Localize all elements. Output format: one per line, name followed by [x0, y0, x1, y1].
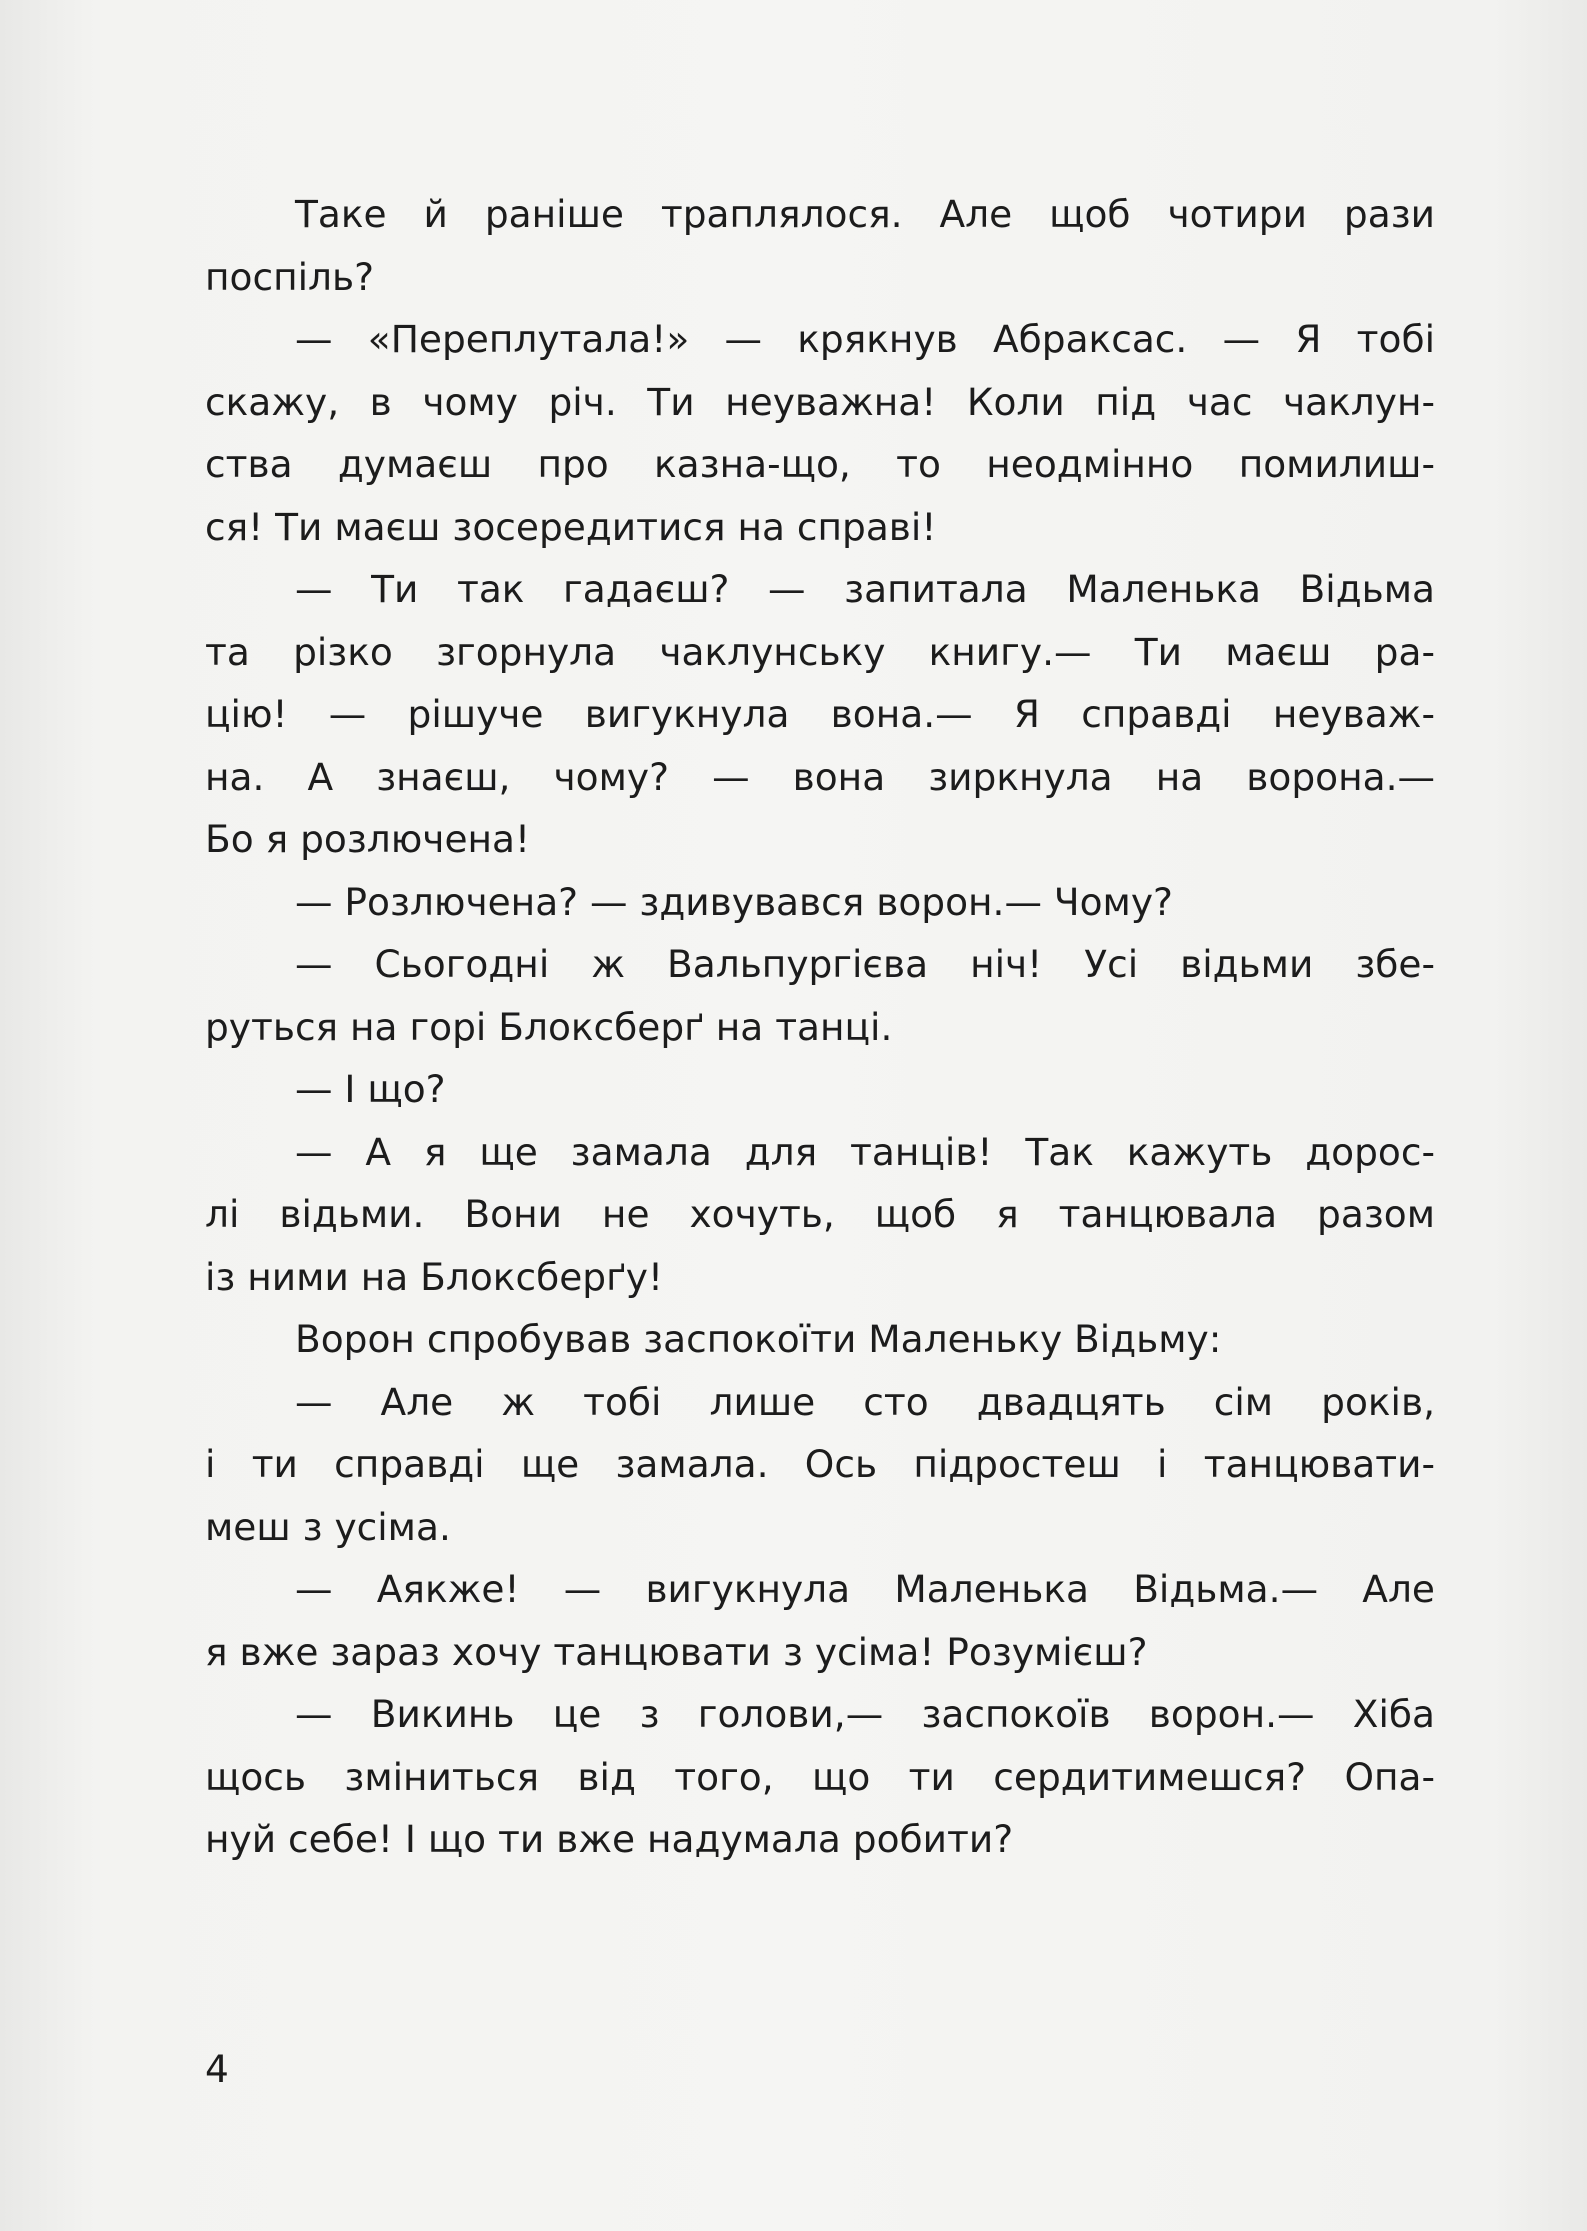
text-line: Таке й раніше траплялося. Але щоб чотири рази — [295, 192, 1435, 236]
text-line: я вже зараз хочу танцювати з усіма! Розумієш? — [205, 1629, 1148, 1674]
text-line: скажу, в чому річ. Ти неуважна! Коли під час чаклун- — [205, 379, 1435, 424]
text-line: — Аякже! — вигукнула Маленька Відьма.— Але — [295, 1567, 1435, 1611]
page-number: 4 — [205, 2047, 229, 2091]
text-line: на. А знаєш, чому? — вона зиркнула на ворона.— — [205, 754, 1435, 799]
text-line: із ними на Блоксберґу! — [205, 1254, 664, 1299]
text-line: цію! — рішуче вигукнула вона.— Я справді неуваж- — [205, 692, 1435, 736]
text-line: руться на горі Блоксберґ на танці. — [205, 1004, 893, 1049]
text-line: — І що? — [295, 1067, 446, 1111]
text-line: — А я ще замала для танців! Так кажуть дорос- — [295, 1129, 1435, 1174]
text-line: поспіль? — [205, 254, 374, 299]
text-line: — Ти так гадаєш? — запитала Маленька Відьма — [295, 567, 1435, 611]
text-line: щось зміниться від того, що ти сердитимешся? Опа- — [205, 1754, 1435, 1799]
text-line: — Розлючена? — здивувався ворон.— Чому? — [295, 879, 1173, 924]
text-line: лі відьми. Вони не хочуть, щоб я танцювала разом — [205, 1192, 1435, 1236]
text-line: та різко згорнула чаклунську книгу.— Ти маєш ра- — [205, 629, 1435, 674]
text-line: — Викинь це з голови,— заспокоїв ворон.— Хіба — [295, 1692, 1435, 1736]
text-line: — Але ж тобі лише сто двадцять сім років, — [295, 1379, 1435, 1424]
text-line: — «Переплутала!» — крякнув Абраксас. — Я тобі — [295, 317, 1435, 361]
text-line: Ворон спробував заспокоїти Маленьку Відьму: — [295, 1317, 1222, 1361]
text-line: ства думаєш про казна-що, то неодмінно помилиш- — [205, 442, 1435, 486]
body-text — [205, 183, 1435, 1871]
text-line: ся! Ти маєш зосередитися на справі! — [205, 504, 937, 549]
text-line: — Сьогодні ж Вальпургієва ніч! Усі відьми збе- — [295, 942, 1435, 986]
text-line: меш з усіма. — [205, 1504, 451, 1549]
text-line: і ти справді ще замала. Ось підростеш і танцювати- — [205, 1442, 1435, 1486]
text-line: нуй себе! І що ти вже надумала робити? — [205, 1817, 1014, 1861]
text-line: Бо я розлючена! — [205, 817, 531, 861]
